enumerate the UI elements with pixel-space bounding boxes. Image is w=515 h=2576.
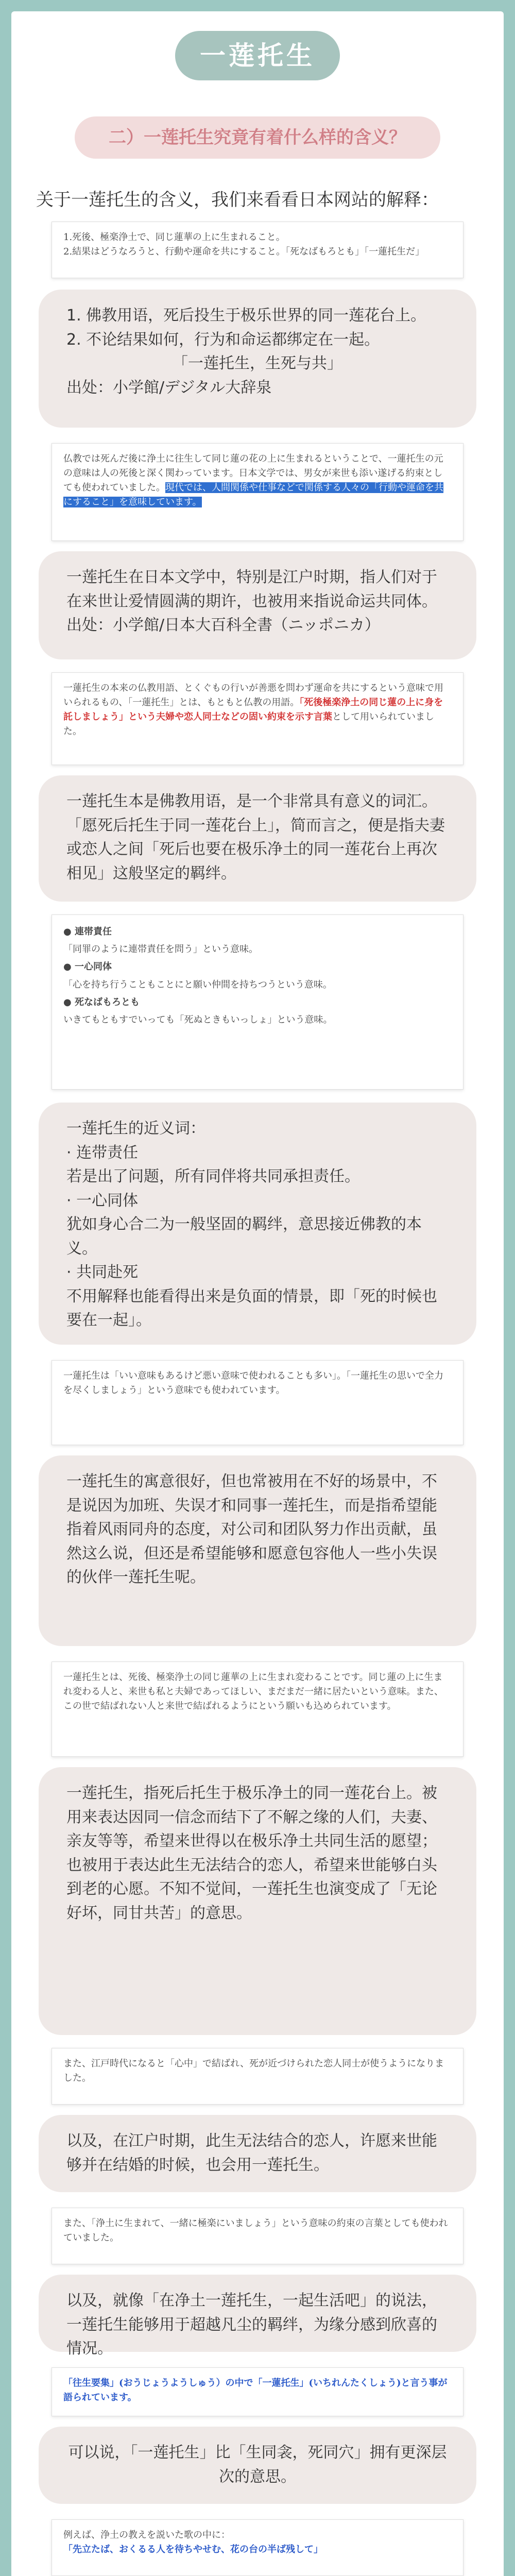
quote-text: として用いられていました。 [63, 711, 434, 737]
explanation-line: 一莲托生的近义词： [66, 1120, 205, 1138]
quote-text: また、「浄土に生まれて、一緒に極楽にいましょう」という意味の約束の言葉としても使われていました。 [63, 2218, 448, 2243]
explanation-line: 不用解释也能看得出来是负面的情景，即「死的时候也要在一起」。 [66, 1287, 437, 1329]
quote-line: ● 死なばもろとも [63, 996, 140, 1008]
explanation-line: 以及，在江户时期，此生无法结合的恋人，许愿来世能够并在结婚的时候，也会用一莲托生。 [66, 2132, 437, 2174]
quote-line: ● 連帯責任 [63, 926, 112, 937]
quote-card [52, 1662, 464, 1757]
explanation-line: 一莲托生在日本文学中，特别是江户时期，指人们对于在来世让爱情圆满的期许，也被用来指说命运共同体。 [66, 568, 437, 611]
explanation-line: 以及，就像「在净土一莲托生，一起生活吧」的说法，一莲托生能够用于超越凡尘的羁绊，为缘分感到欣喜的情况。 [66, 2292, 437, 2358]
explanation-line: 犹如身心合二为一般坚固的羁绊，意思接近佛教的本义。 [66, 1215, 422, 1258]
quote-line: 2.結果はどうなろうと、行動や運命を共にすること。「死なばもろとも」「一蓮托生だ」 [63, 246, 425, 257]
intro-text: 关于一莲托生的含义，我们来看看日本网站的解释： [36, 190, 439, 210]
quote-card [52, 2048, 464, 2105]
quote-emphasis: 「死後極楽浄土の同じ蓮の上に身を託しましょう」という夫婦や恋人同士などの固い約束を示す言葉 [63, 697, 443, 722]
page-title: 一莲托生 [175, 31, 340, 80]
quote-line: いきてもともすでいっても「死ぬときもいっしょ」という意味。 [63, 1014, 333, 1025]
explanation-line: 1. 佛教用语，死后投生于极乐世界的同一莲花台上。 [66, 307, 426, 325]
explanation-bubble [39, 2275, 476, 2358]
explanation-bubble [39, 2427, 476, 2504]
explanation-line: 2. 不论结果如何，行为和命运都绑定在一起。 [66, 330, 380, 349]
quote-emphasis: 「往生要集」(おうじょうようしゅう）の中で「一蓮托生」(いちれんたくしょう)と言う事が語られています。 [63, 2378, 448, 2403]
explanation-bubble [39, 551, 476, 659]
explanation-line: 「一莲托生，生死与共」 [173, 354, 342, 372]
quote-card [52, 443, 464, 541]
explanation-line: · 一心同体 [66, 1191, 139, 1210]
explanation-line: 出处：小学館/日本大百科全書（ニッポニカ） [66, 616, 380, 634]
explanation-line: 一莲托生本是佛教用语，是一个非常具有意义的词汇。「愿死后托生于同一莲花台上」，简而言之，便是指夫妻或恋人之间「死后也要在极乐净土的同一莲花台上再次相见」这般坚定的羁绊。 [66, 792, 445, 883]
quote-line: 「心を持ち行うこともことにと願い仲間を持ちつうという意味。 [63, 979, 332, 990]
quote-text: 一蓮托生とは、死後、極楽浄土の同じ蓮華の上に生まれ変わることです。同じ蓮の上に生まれ変わる人と、来世も私と夫婦であってほしい、まだまだ一緒に居たいという意味。また、この世で結ばれない人と来世で結ばれるようにという願いも込められています。 [63, 1672, 443, 1711]
quote-text: 仏教では死んだ後に浄土に往生して同じ蓮の花の上に生まれるということで、一蓮托生の元の意味は人の死後と深く関わっています。日本文学では、男女が来世も添い遂げる約束としても使われていました。 [63, 453, 443, 493]
quote-text: また、江戸時代になると「心中」で結ばれ、死が近づけられた恋人同士が使うようになりました。 [63, 2058, 444, 2083]
quote-highlight: 現代では、人間関係や仕事などで関係する人々の「行動や運命を共にすること」を意味しています。 [63, 482, 443, 507]
quote-card [52, 2367, 464, 2416]
quote-line: ● 一心同体 [63, 961, 112, 973]
quote-card [52, 672, 464, 765]
quote-card [52, 2519, 464, 2576]
quote-text: 一蓮托生は「いい意味もあるけど悪い意味で使われることも多い」。「一蓮托生の思いで全力を尽くしましょう」という意味でも使われています。 [63, 1370, 443, 1396]
explanation-bubble [39, 1455, 476, 1646]
explanation-bubble [39, 775, 476, 902]
explanation-line: 出处：小学館/デジタル大辞泉 [66, 378, 272, 397]
quote-text: 一蓮托生の本来の仏教用語、とくぐもの行いが善悪を問わず運命を共にするという意味で用いられるもの、「一蓮托生」とは、もともと仏教の用語。 [63, 683, 443, 708]
explanation-line: 一莲托生，指死后托生于极乐净土的同一莲花台上。被用来表达因同一信念而结下了不解之缘的人们，夫妻、亲友等等，希望来世得以在极乐净土共同生活的愿望；也被用于表达此生无法结合的恋人，希望来世能够白头到老的心愿。不知不觉间，一莲托生也演变成了「无论好坏，同甘共苦」的意思。 [66, 1784, 437, 1922]
quote-line: 1.死後、極楽浄土で、同じ蓮華の上に生まれること。 [63, 232, 285, 243]
quote-card [52, 914, 464, 1090]
explanation-bubble [39, 1103, 476, 1345]
explanation-bubble [39, 290, 476, 428]
quote-line: 「同罪のように連帯責任を問う」という意味。 [63, 944, 258, 955]
explanation-bubble [39, 1767, 476, 2035]
explanation-line: 一莲托生的寓意很好，但也常被用在不好的场景中，不是说因为加班、失误才和同事一莲托生，而是指希望能指着风雨同舟的态度，对公司和团队努力作出贡献，虽然这么说，但还是希望能够和愿意包容他人一些小失误的伙伴一莲托生呢。 [66, 1472, 437, 1586]
quote-card [52, 222, 464, 278]
explanation-line: · 连带责任 [66, 1143, 139, 1162]
section-heading: 二）一莲托生究竟有着什么样的含义？ [109, 127, 406, 148]
quote-line: 例えば、浄土の教えを説いた歌の中に： [63, 2530, 230, 2540]
explanation-line: 若是出了问题，所有同伴将共同承担责任。 [66, 1167, 360, 1185]
quote-card [52, 1360, 464, 1445]
explanation-line: · 共同赴死 [66, 1263, 139, 1281]
quote-line: 「先立たば、おくるる人を待ちやせむ、花の台の半ば残して」 [63, 2544, 323, 2555]
explanation-line: 可以说，「一莲托生」比「生同衾，死同穴」拥有更深层次的意思。 [68, 2444, 447, 2486]
section-banner [75, 116, 440, 159]
quote-card [52, 2208, 464, 2264]
explanation-bubble [39, 2115, 476, 2192]
